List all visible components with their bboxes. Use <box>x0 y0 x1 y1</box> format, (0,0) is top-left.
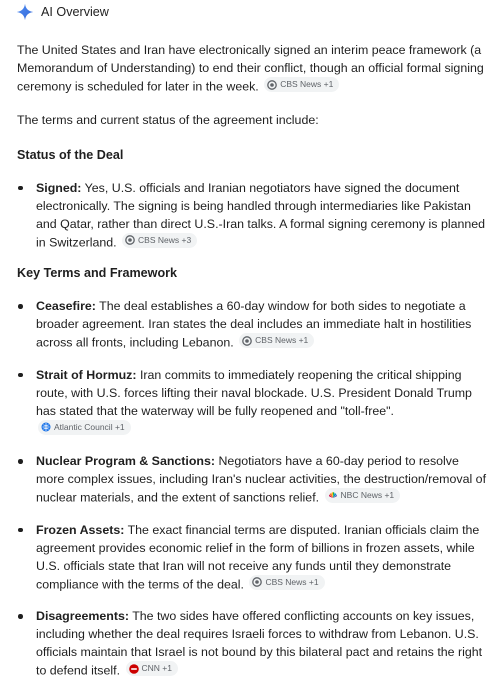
cnn-icon <box>129 664 139 674</box>
nbc-icon <box>328 491 338 501</box>
ai-overview-title: AI Overview <box>41 5 109 19</box>
item-text: Yes, U.S. officials and Iranian negotiators have signed the document electronically. The signing is being handled through intermediaries like Pakistan and Qatar, rather than direct U.S.-Iran talks. A formal signing ceremony is planned in Switzerland. <box>36 180 486 249</box>
citation-chip[interactable] <box>264 77 339 92</box>
overview-content <box>17 41 489 680</box>
citation-chip[interactable] <box>325 488 401 503</box>
citation-chip[interactable] <box>38 420 131 435</box>
sparkle-icon <box>16 3 34 21</box>
ai-overview-header <box>16 3 109 21</box>
item-text: The exact financial terms are disputed. Iranian officials claim the agreement provides economic relief in the form of billions in frozen assets, while U.S. officials state that Iran will not receive any funds until they demonstrate compliance with the terms of the deal. <box>36 522 480 591</box>
list-item <box>17 179 489 252</box>
citation-label: CNN +1 <box>141 663 172 673</box>
item-label: Signed: <box>36 180 82 195</box>
citation-chip[interactable] <box>126 661 178 676</box>
terms-intro: The terms and current status of the agreement include: <box>17 112 319 127</box>
citation-chip[interactable] <box>122 233 197 248</box>
item-label: Nuclear Program & Sanctions: <box>36 454 216 468</box>
citation-label: Atlantic Council +1 <box>54 421 125 432</box>
atlantic-council-icon <box>41 422 51 432</box>
citation-chip[interactable] <box>239 333 314 348</box>
list-item <box>17 521 489 594</box>
item-label: Frozen Assets: <box>36 522 125 537</box>
citation-chip[interactable] <box>249 575 324 590</box>
item-label: Ceasefire: <box>36 299 96 313</box>
citation-label: CBS News +1 <box>265 576 319 587</box>
bullet <box>18 614 23 619</box>
citation-label: CBS News +3 <box>138 234 192 245</box>
section-heading-key-terms: Key Terms and Framework <box>17 266 178 280</box>
citation-label: NBC News +1 <box>340 490 395 500</box>
bullet <box>18 186 23 191</box>
cbs-icon <box>125 235 135 245</box>
bullet <box>18 459 23 464</box>
cbs-icon <box>267 80 277 90</box>
item-text: The two sides have offered conflicting accounts on key issues, including whether the deal requires Israeli forces to withdraw from Lebanon. U.S. officials maintain that Israel is not bound by this bilateral pact and retains the right to defend itself. <box>36 609 483 678</box>
section-heading-status: Status of the Deal <box>17 147 124 162</box>
intro-text: The United States and Iran have electronically signed an interim peace framework (a Memorandum of Understanding) to end their conflict, though an official formal signing ceremony is scheduled for later in the week. <box>17 43 484 94</box>
bullet <box>18 373 23 378</box>
list-item <box>17 297 489 352</box>
item-text: Iran commits to immediately reopening the critical shipping route, with U.S. forces lifting their naval blockade. U.S. President Donald Trump has stated that the waterway will be fully reopened and "toll-free". <box>36 367 472 418</box>
list-item <box>17 366 489 439</box>
cbs-icon <box>242 336 252 346</box>
key-terms-list <box>17 297 489 680</box>
bullet <box>18 304 23 309</box>
intro-paragraph <box>17 41 489 96</box>
status-list <box>17 179 489 252</box>
bullet <box>18 528 23 533</box>
list-item <box>17 607 489 680</box>
citation-label: CBS News +1 <box>280 79 334 89</box>
cbs-icon <box>252 577 262 587</box>
citation-label: CBS News +1 <box>255 335 309 345</box>
item-label: Strait of Hormuz: <box>36 367 137 382</box>
item-text: The deal establishes a 60-day window for both sides to negotiate a broader agreement. Iran states the deal includes an immediate halt in hostilities across all fronts, including Lebanon. <box>36 299 472 350</box>
item-text: Negotiators have a 60-day period to resolve more complex issues, including Iran's nuclear activities, the destruction/removal of nuclear materials, and the extent of sanctions relief. <box>36 454 487 505</box>
item-label: Disagreements: <box>36 609 129 623</box>
list-item <box>17 452 489 507</box>
